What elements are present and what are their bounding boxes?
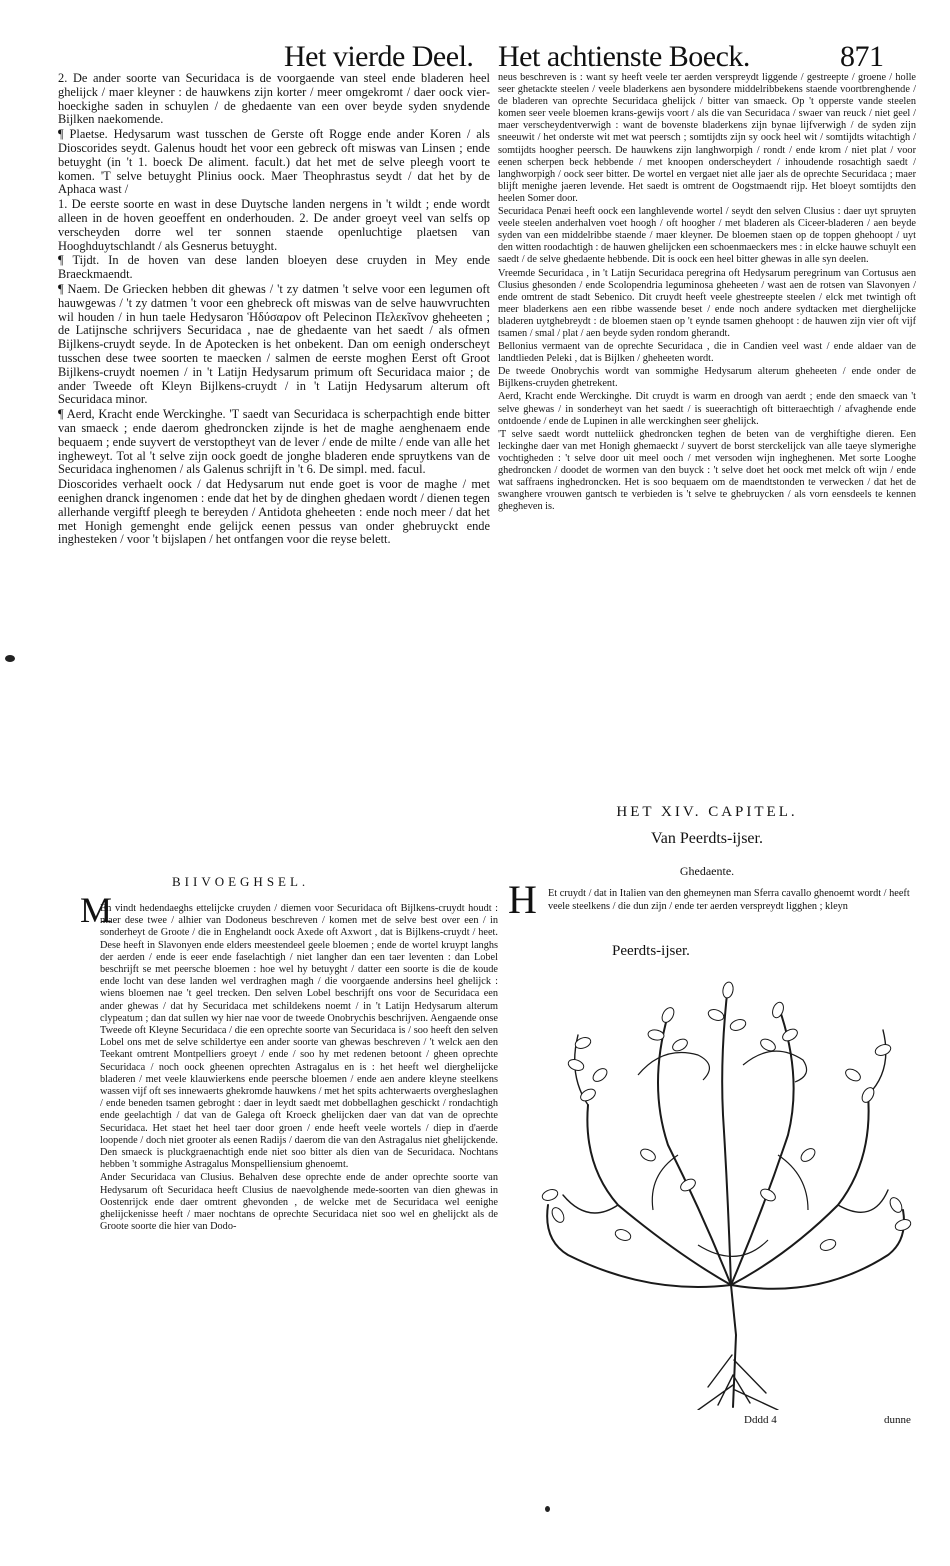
plant-illustration: [528, 955, 918, 1410]
chapter-text: [548, 888, 920, 914]
left-paragraph: 1. De eerste soorte en wast in dese Duytsche landen nergens in 't wildt ; ende wordt alleen in de hoven geoeffent en onderhouden. 2. De ander groeyt veel van selfs op verscheyden dorre wel ter sonnen staende openluchtige plaetsen van Hooghduytschlandt / als Gesnerus betuyght.: [58, 197, 490, 253]
header-book: Het achtienste Boeck.: [498, 40, 750, 73]
left-paragraph: 2. De ander soorte van Securidaca is de voorgaende van steel ende bladeren heel ghelijck / maer kleyner : de hauwkens zijn korter / meer omgekromt / daer oock vier-hoeckighe saden in schuylen / de ghedaente van een over beyde syden snydende Bijlken naekomende.: [58, 71, 490, 127]
bijvoeghsel-paragraph: En vindt hedendaeghs ettelijcke cruyden / diemen voor Securidaca oft Bijlkens-cruydt houdt : maer dese twee / alhier van Dodoneus beschreven / komen met de selve best over een / in sonderheyt de Groote / die in Enghelandt oock Axede oft Axwort , dat is Bijlkens-cruydt / heet. Dese heeft in Slavonyen ende elders meestendeel geele bloemen ; ende de wortel kruypt langhs der aerden / ende is eeer ende faselachtigh / niet langher dan een taer leventen : dan Lobel beschrijft se met peersche bloemen : hoe wel hy betuyght / datter een soorte is die de koude ende locht van dese landen wel verdraghen magh / die voorgaende andersins heel ghelijck : wiens bloemen nae 't geel trecken. Den selven Lobel beschrijft ons voor de Securidaca een ander ghewas / dat hy Securidaca met schildekens noemt / in 't Latijn Hedysarum alterum clypeatum ; dan dat sullen wy hier nae voor de tweede Onobrychis beschrijven. Aengaende onse Tweede oft Kleyne Securidaca / die een oprechte soorte van Securidaca is / soo heeft den selven Lobel ons met de selve schildertye een ander soorte van ghewas beschreven / 't welck aen den Teekant omtrent Montpelliers groeyt / ende / soo hy met redenen betoont / gheen oprechte Securidaca / noch oock gheenen oprechten Astragalus en is : het heeft wel dierghelijcke bladeren / met veele klauwierkens ende peersche bloemen / ende aen andere kleyne steelkens wassen vijf oft ses innewaerts ghekromde hauwkens / met het spits achterwaerts overgheslaghen / ende beneden tsamen gebroght : daer in leydt saedt met dobbellaghen geschickt / rondachtigh ende geelachtigh / dat van de Galega oft Kroeck ghelijcken daer van dat van de oprechte Securidaca. Het staet het heel taer door groen / ende heeft veele wortels / diep in d'aerde loopende / doch niet grooter als eenen Radijs / daerom die van den Astragalus niet ghelijckende. Den smaeck is pluckgraenachtigh ende niet soo bitter als dien van de Securidaca. Nochtans hebben 't sommighe Astragalus Monspelliensium ghenoemt.: [100, 903, 498, 1171]
bijvoeghsel-paragraph: Ander Securidaca van Clusius. Behalven dese oprechte ende de ander oprechte soorte van Hedysarum oft Securidaca heeft Clusius de naevolghende mede-soorten van dien ghewas in Oostenrijck ende daer omtrent ghevonden , de welcke met de Securidaca wel eenighe ghelijckenisse heeft / maer nochtans de oprechte Securidaca niet soo wel en ghelijckt als de Groote soorte die hier van Dodo-: [100, 1172, 498, 1233]
right-paragraph: Vreemde Securidaca , in 't Latijn Securidaca peregrina oft Hedysarum peregrinum van Cortusus aen Clusius ghesonden / ende Scolopendria leguminosa gheheeten / wast aen de rotsen van Slavonyen / ende omtrent de stadt Sebenico. Dit cruydt heeft veele ghestreepte steelen / elck met twintigh oft meer bladerkens aen een ribbe wassende beset / ende noch andere sydtacken met dierghelijcke bladeren uytghebreydt : de bloemen staen op 't eynde tsamen ghehoopt : de hauwen zijn vier oft vijf tsamen / smal / plat / aen beyde syden rondom gherandt.: [498, 267, 916, 339]
header-part: Het vierde Deel.: [284, 40, 474, 73]
right-paragraph: neus beschreven is : want sy heeft veele ter aerden verspreydt liggende / gestreepte / groene / holle seer ghetackte steelen / veele bladerkens aen bysondere middelribbekens staende voortbrenghende / de bladeren van oprechte Securidaca ghelijck / bitter van smaeck. Op 't opperste vande steelen komen seer veele bloemen krans-gewijs voort / als die van Securidaca / swaer van reuck / niet geel / maer verscheydentverwigh : want de bovenste bladerkens zijn bynae lijfverwigh / de syden zijn sneeuwit / het onderste wit met wat peersch ; somtijdts zijn sy oock heel wit / somtijdts witachtigh / somtijdts hoogher peersch. De hauwkens zijn langhworpigh / rondt / ende krom / niet plat / voor eenen scherpen beck hebbende / met knoopen onderscheydert / inhoudende rosachtigh saedt / langhworpigh / oock seer bitter. De wortel en vergaet niet alle jaer als de oprechte Securidaca ; maer blijft menighe jaeren levende. Het saedt is omtrent de Oogstmaendt rijp. Het bloeyt somtijdts den heelen Somer door.: [498, 72, 916, 204]
right-column: [498, 72, 916, 514]
right-paragraph: Securidaca Penæi heeft oock een langhlevende wortel / seydt den selven Clusius : daer uyt spruyten veele steelen anderhalven voet hoogh / oft hoogher / met bladeren als Ciceer-bladeren / aen beyde syden van een middelribbe staende / maer kleyner. De bloemen staen op de toppen ghehoopt / uyt den witten roodachtigh : de hauwen ghelijcken een schoenmaeckers mes : in elcke hauwe schuylt een saedt / de selve ghedaente hebbende. Dit is oock een heel bitter ghewas in alle syn deelen.: [498, 206, 916, 266]
chapter-subtitle: Van Peerdts-ijser.: [651, 830, 763, 847]
signature-mark: Dddd 4: [744, 1414, 777, 1426]
right-paragraph: De tweede Onobrychis wordt van sommighe Hedysarum alterum gheheeten / ende onder de Bijlkens-cruyden ghetrekent.: [498, 366, 916, 390]
running-header: [0, 40, 950, 74]
left-paragraph: ¶ Aerd, Kracht ende Werckinghe. 'T saedt van Securidaca is scherpachtigh ende bitter van smaeck ; ende daerom ghedroncken zijnde is het de maghe aenghenaem ende bequaem ; ende suyvert de verstoptheyt van de lever / ende de milte / ende van alle het ingheweyt. Tot al 't selve zijn oock goedt de jonghe bladeren ende spruytkens van de Securidaca inghenomen / als Galenus schrijft in 't 6. De simpl. med. facul.: [58, 407, 490, 477]
chapter-title: HET XIV. CAPITEL.: [616, 804, 798, 820]
page-number: 871: [840, 40, 884, 73]
right-paragraph: 'T selve saedt wordt nutteliick ghedroncken teghen de beten van de verghiftighe dieren. Een leckinghe daer van met Honigh ghemaeckt / suyvert de borst sterckelijck van alle taeye slymerighe vochtigheden : 't selve door uit meel ooch / met versoden wijn ingheghenen. Met sorte Looghe ghedroncken / doodet de wormen van den buyck : 't selve doet het oock met melck oft wijn / ende wat saffraens inghedroncken. Het is soo bequaem om de maendtstonden te verwecken / dat het de swanghere vrouwen gantsch te verbieden is 't selve te ghebruycken / als vorn eensdeels te kennen ghegheven is.: [498, 428, 916, 513]
left-paragraph: ¶ Naem. De Griecken hebben dit ghewas / 't zy datmen 't selve voor een legumen oft hauwgewas / 't zy datmen 't voor een ghebreck oft miswas van de selve hauwvruchten wil houden / in hun taele Hedysaron Ἡδύσαρον oft Pelecinon Πελεκῖνον gheheeten ; de Latijnsche schrijvers Securidaca , nae de ghedaente van het saedt / als ofmen Bijlkens-cruydt seyde. In de Apotecken is het onbekent. Dan om eenigh onderscheyt tusschen dese twee soorten te maecken / salmen de eerste moghen Eerst oft Groot Bijlkens-cruydt noemen / in 't Latijn Hedysarum primum oft Securidaca maior ; de ander Tweede oft Kleyn Bijlkens-cruydt / in 't Latijn Hedysarum alterum oft Securidaca minor.: [58, 281, 490, 407]
left-paragraph: Dioscorides verhaelt oock / dat Hedysarum nut ende goet is voor de maghe / met eenighen dranck ingenomen : ende dat het by de dinghen ghedaen wordt / dienen tegen allerhande vergiftf pleegh te bereyden / Antidota gheheeten : ende noch meer / dat het met Honigh gemenght ende gelijck eenen pessus van onder ghebruyckt ende inghesteken / voor 't bijslapen / het ontfangen voor die reyse belett.: [58, 477, 490, 547]
right-paragraph: Aerd, Kracht ende Werckinghe. Dit cruydt is warm en droogh van aerdt ; ende den smaeck van 't selve ghewas / in sonderheyt van het saedt / is sueerachtigh oft bitteraechtigh / afvaghende ende ontdoende / ende de Lupinen in alle werckinghen seer ghelijck.: [498, 391, 916, 427]
ink-blot: [545, 1506, 550, 1512]
dropcap-h: H: [508, 877, 537, 922]
right-paragraph: Bellonius vermaent van de oprechte Securidaca , die in Candien veel wast / ende aldaer van de landtlieden Peleki , dat is Bijlken / gheheeten wordt.: [498, 341, 916, 365]
ink-blot: [5, 655, 15, 662]
left-paragraph: ¶ Plaetse. Hedysarum wast tusschen de Gerste oft Rogge ende ander Koren / als Dioscorides seydt. Galenus houdt het voor een gebreck oft miswas van Linsen ; ende betuyght (in 't 1. boeck De aliment. facult.) dat het met de selve pleegh voort te komen. 'T selve betuyght Plinius oock. Maer Theophrastus seydt / dat het by de Aphaca wast /: [58, 127, 490, 197]
bijvoeghsel-text: [78, 903, 498, 1234]
catchword: dunne: [884, 1414, 911, 1426]
chapter-section-label: Ghedaente.: [679, 864, 735, 878]
dropcap-m: M: [80, 890, 113, 930]
chapter-paragraph: Et cruydt / dat in Italien van den ghemeynen man Sferra cavallo ghenoemt wordt / heeft veele steelkens / die dun zijn / ende ter aerden verspreydt ligghen ; kleyn: [548, 888, 910, 912]
plate-caption: Peerdts-ijser.: [612, 943, 690, 959]
bijvoeghsel-heading: BIIVOEGHSEL.: [172, 874, 310, 889]
left-column: [58, 72, 490, 548]
left-paragraph: ¶ Tijdt. In de hoven van dese landen bloeyen dese cruyden in Mey ende Braeckmaendt.: [58, 253, 490, 282]
